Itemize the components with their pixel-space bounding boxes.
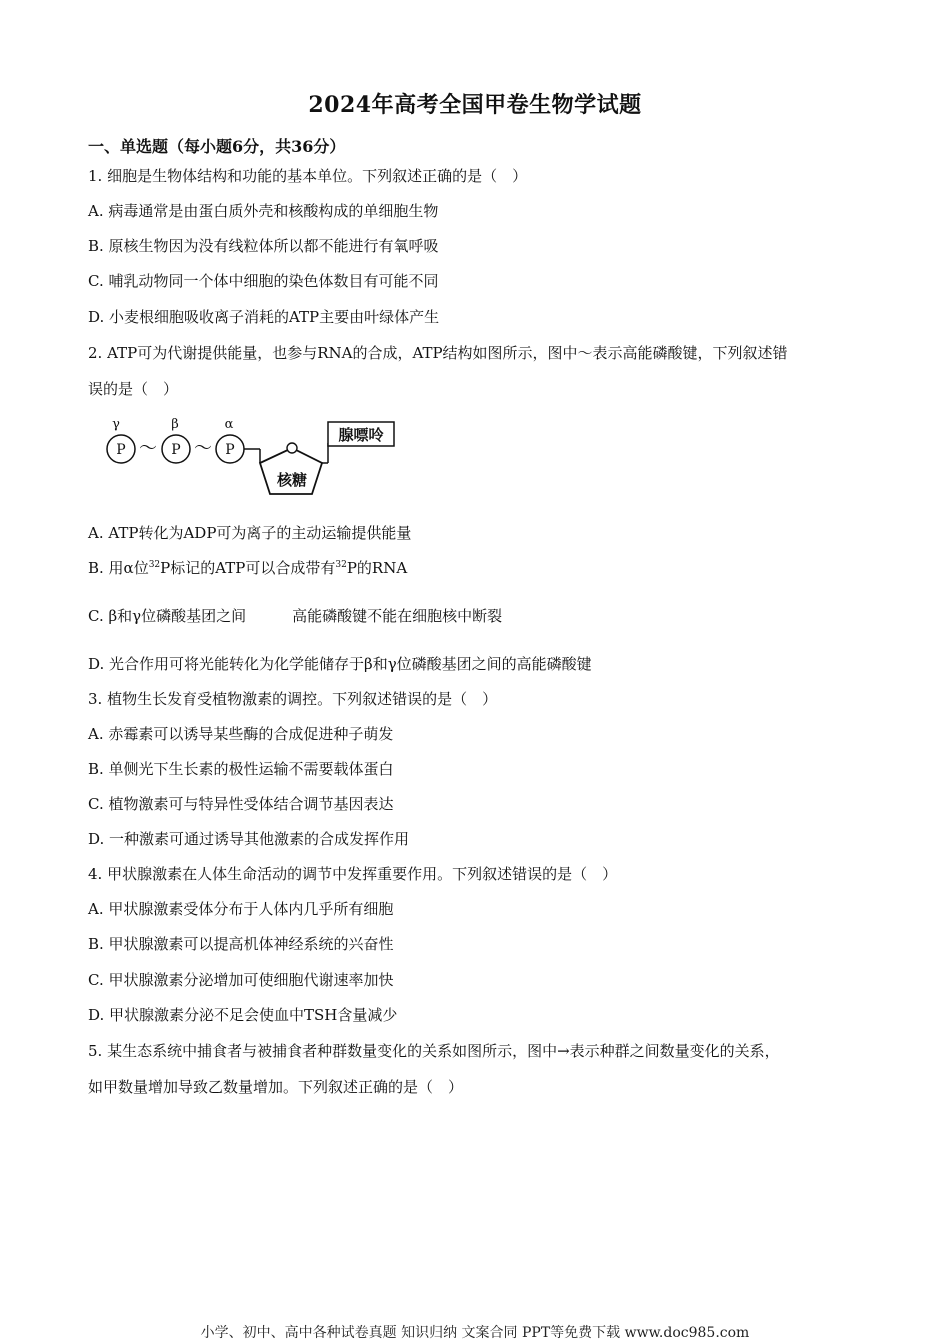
question-1-option-c: C. 哺乳动物同一个体中细胞的染色体数目有可能不同 xyxy=(88,272,439,290)
q2b-isotope-1: 32 xyxy=(148,560,161,570)
question-3-option-a: A. 赤霉素可以诱导某些酶的合成促进种子萌发 xyxy=(88,725,394,743)
question-3-option-d: D. 一种激素可通过诱导其他激素的合成发挥作用 xyxy=(88,830,410,848)
question-4-option-a: A. 甲状腺激素受体分布于人体内几乎所有细胞 xyxy=(88,900,394,918)
question-3-stem: 3. 植物生长发育受植物激素的调控。下列叙述错误的是（ ） xyxy=(88,690,498,708)
question-2-stem-line-1: 2. ATP可为代谢提供能量，也参与RNA的合成，ATP结构如图所示，图中～表示高能磷酸键，下列叙述错 xyxy=(88,344,788,362)
question-1-option-a: A. 病毒通常是由蛋白质外壳和核酸构成的单细胞生物 xyxy=(88,202,439,220)
section-heading: 一、单选题（每小题6分，共36分） xyxy=(88,137,346,156)
phosphate-alpha-label: P xyxy=(225,442,235,458)
q2b-text-3: P的RNA xyxy=(346,559,408,577)
question-3-option-b: B. 单侧光下生长素的极性运输不需要载体蛋白 xyxy=(88,760,394,778)
ribose-label: 核糖 xyxy=(276,471,308,489)
question-2-option-a: A. ATP转化为ADP可为离子的主动运输提供能量 xyxy=(88,524,412,542)
q2b-isotope-2: 32 xyxy=(335,560,347,570)
question-4-option-d: D. 甲状腺激素分泌不足会使血中TSH含量减少 xyxy=(88,1006,398,1024)
page-title: 2024年高考全国甲卷生物学试题 xyxy=(308,92,642,118)
question-2-option-c xyxy=(88,606,502,626)
question-3-option-c: C. 植物激素可与特异性受体结合调节基因表达 xyxy=(88,795,394,813)
question-1-stem: 1. 细胞是生物体结构和功能的基本单位。下列叙述正确的是（ ） xyxy=(88,167,528,185)
atp-structure-diagram xyxy=(96,412,406,504)
question-1-option-d: D. 小麦根细胞吸收离子消耗的ATP主要由叶绿体产生 xyxy=(88,308,440,326)
adenine-label: 腺嘌呤 xyxy=(338,426,384,444)
question-2-option-b xyxy=(88,558,407,581)
phosphate-gamma-label: P xyxy=(116,442,126,458)
q2c-text-1: C. β和γ位磷酸基团之间 xyxy=(88,607,247,625)
question-2-option-d: D. 光合作用可将光能转化为化学能储存于β和γ位磷酸基团之间的高能磷酸键 xyxy=(88,655,592,673)
question-1-option-b: B. 原核生物因为没有线粒体所以都不能进行有氧呼吸 xyxy=(88,237,439,255)
beta-label: β xyxy=(171,417,179,432)
question-5-stem-line-2: 如甲数量增加导致乙数量增加。下列叙述正确的是（ ） xyxy=(88,1078,464,1096)
phosphate-beta-label: P xyxy=(171,442,181,458)
question-4-option-b: B. 甲状腺激素可以提高机体神经系统的兴奋性 xyxy=(88,935,394,953)
q2b-text-1: B. 用α位 xyxy=(88,559,149,577)
alpha-label: α xyxy=(224,417,234,432)
question-4-stem: 4. 甲状腺激素在人体生命活动的调节中发挥重要作用。下列叙述错误的是（ ） xyxy=(88,865,618,883)
question-5-stem-line-1: 5. 某生态系统中捕食者与被捕食者种群数量变化的关系如图所示，图中→表示种群之间数量变化的关系， xyxy=(88,1042,780,1060)
high-energy-bond-2: ～ xyxy=(194,438,212,459)
q2b-text-2: P标记的ATP可以合成带有 xyxy=(160,559,336,577)
question-2-stem-line-2: 误的是（ ） xyxy=(88,380,179,398)
footer-ad: 小学、初中、高中各种试卷真题 知识归纳 文案合同 PPT等免费下载 www.doc985.com xyxy=(200,1325,750,1341)
q2c-text-2: 高能磷酸键不能在细胞核中断裂 xyxy=(292,607,503,625)
high-energy-bond-1: ～ xyxy=(139,438,157,459)
question-4-option-c: C. 甲状腺激素分泌增加可使细胞代谢速率加快 xyxy=(88,971,394,989)
ring-oxygen xyxy=(287,443,297,453)
gamma-label: γ xyxy=(112,417,120,432)
